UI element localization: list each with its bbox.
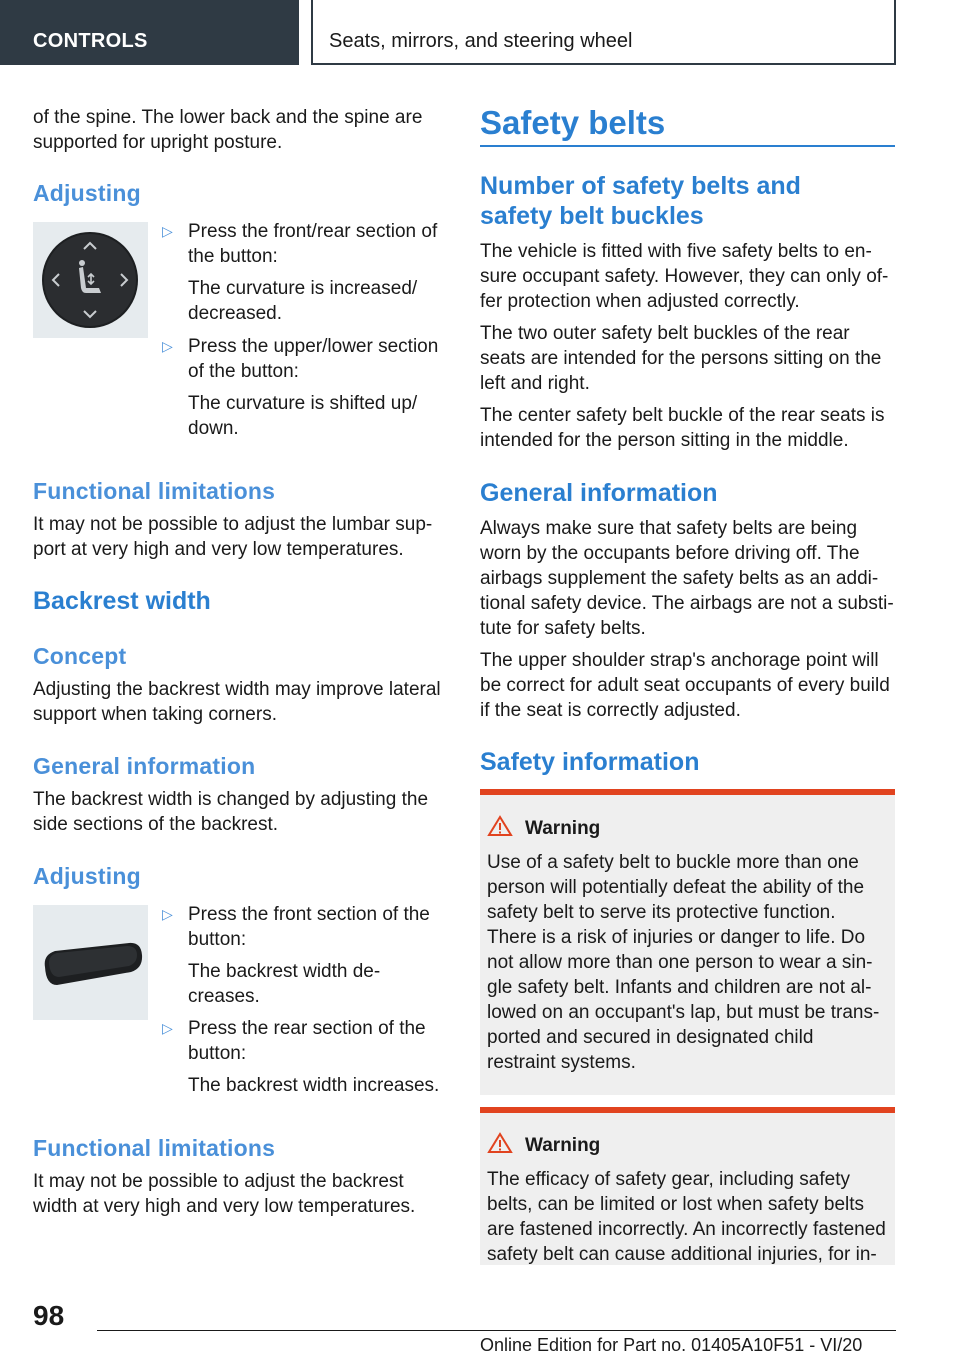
general-p1-line-5: tute for safety belts. xyxy=(480,618,646,639)
number-p1-line-1: The vehicle is fitted with five safety belts to en‐ xyxy=(480,241,872,262)
number-p2-line-1: The two outer safety belt buckles of the rear xyxy=(480,323,850,344)
backrest-concept-heading: Concept xyxy=(33,643,127,669)
bullet-icon: ▷ xyxy=(162,1020,173,1036)
header-section-label: CONTROLS xyxy=(33,30,148,52)
number-p3-line-1: The center safety belt buckle of the rear seats is xyxy=(480,405,885,426)
backrest-item-2-line-2: button: xyxy=(188,1043,247,1064)
footer-rule xyxy=(97,1330,896,1331)
lumbar-item-2-line-2: of the button: xyxy=(188,361,299,382)
lumbar-adjusting-heading: Adjusting xyxy=(33,180,141,206)
warning-2-line-3: are fastened incorrectly. An incorrectly fastened xyxy=(487,1219,886,1240)
bullet-icon: ▷ xyxy=(162,338,173,354)
backrest-heading: Backrest width xyxy=(33,587,211,615)
header-section-tab xyxy=(0,0,299,65)
warning-1-line-1: Use of a safety belt to buckle more than one xyxy=(487,852,859,873)
backrest-general-heading: General information xyxy=(33,753,256,779)
lumbar-item-2-result-1: The curvature is shifted up/ xyxy=(188,393,418,414)
bullet-icon: ▷ xyxy=(162,223,173,239)
lumbar-item-1-result-2: decreased. xyxy=(188,303,283,324)
lumbar-button-image xyxy=(33,222,148,338)
lumbar-item-2-result-2: down. xyxy=(188,418,239,439)
warning-2-line-2: belts, can be limited or lost when safety belts xyxy=(487,1194,865,1215)
safety-info-heading: Safety information xyxy=(480,748,700,776)
warning-1-line-3: safety belt to serve its protective function. xyxy=(487,902,836,923)
general-p1-line-3: airbags supplement the safety belts as an addi‐ xyxy=(480,568,879,589)
title-rule xyxy=(480,145,895,147)
backrest-concept-line-2: support when taking corners. xyxy=(33,704,277,725)
backrest-button-image xyxy=(33,905,148,1020)
number-p1-line-2: sure occupant safety. However, they can only of‐ xyxy=(480,266,889,287)
lumbar-button-icon xyxy=(33,222,148,338)
general-p2-line-1: The upper shoulder strap's anchorage point will xyxy=(480,650,879,671)
backrest-limits-heading: Functional limitations xyxy=(33,1135,276,1161)
general-p2-line-3: if the seat is correctly adjusted. xyxy=(480,700,741,721)
number-p2-line-3: left and right. xyxy=(480,373,590,394)
backrest-item-1-result-1: The backrest width de‐ xyxy=(188,961,381,982)
warning-2-title: Warning xyxy=(525,1135,601,1156)
number-p2-line-2: seats are intended for the persons sitting on the xyxy=(480,348,882,369)
warning-1-line-9: restraint systems. xyxy=(487,1052,636,1073)
header-chapter-tab xyxy=(311,0,896,65)
lumbar-item-1-line-2: the button: xyxy=(188,246,278,267)
warning-triangle-icon xyxy=(487,1132,513,1154)
general-p2-line-2: be correct for adult seat occupants of every build xyxy=(480,675,890,696)
warning-1-line-2: person will potentially defeat the ability of the xyxy=(487,877,865,898)
backrest-item-2-line-1: Press the rear section of the xyxy=(188,1018,426,1039)
lumbar-item-1-result-1: The curvature is increased/ xyxy=(188,278,418,299)
backrest-item-1-result-2: creases. xyxy=(188,986,260,1007)
warning-1-line-6: gle safety belt. Infants and children are not al‐ xyxy=(487,977,872,998)
lumbar-item-1-line-1: Press the front/rear section of xyxy=(188,221,438,242)
lumbar-limits-line-2: port at very high and very low temperatures. xyxy=(33,539,404,560)
warning-1-line-7: lowed on an occupant's lap, but must be trans‐ xyxy=(487,1002,880,1023)
safety-belts-title: Safety belts xyxy=(480,104,666,141)
backrest-item-2-result-1: The backrest width increases. xyxy=(188,1075,440,1096)
warning-triangle-icon xyxy=(487,815,513,837)
number-p1-line-3: fer protection when adjusted correctly. xyxy=(480,291,800,312)
number-heading-line-2: safety belt buckles xyxy=(480,202,704,230)
bullet-icon: ▷ xyxy=(162,906,173,922)
header-chapter-label: Seats, mirrors, and steering wheel xyxy=(329,30,633,52)
warning-2-line-4: safety belt can cause additional injuries, for in‐ xyxy=(487,1244,877,1265)
lumbar-item-2-line-1: Press the upper/lower section xyxy=(188,336,439,357)
general-info-heading: General information xyxy=(480,479,718,507)
intro-line-2: supported for upright posture. xyxy=(33,132,283,153)
backrest-general-line-1: The backrest width is changed by adjusting the xyxy=(33,789,429,810)
footer-edition: Online Edition for Part no. 01405A10F51 - VI/20 xyxy=(480,1335,863,1355)
warning-1-line-5: not allow more than one person to wear a sin‐ xyxy=(487,952,873,973)
number-heading-line-1: Number of safety belts and xyxy=(480,172,801,200)
general-p1-line-1: Always make sure that safety belts are being xyxy=(480,518,858,539)
backrest-button-icon xyxy=(33,905,148,1020)
general-p1-line-4: tional safety device. The airbags are not a substi‐ xyxy=(480,593,894,614)
warning-1-title: Warning xyxy=(525,818,601,839)
page-number: 98 xyxy=(33,1300,65,1331)
number-p3-line-2: intended for the person sitting in the middle. xyxy=(480,430,849,451)
general-p1-line-2: worn by the occupants before driving off. The xyxy=(480,543,860,564)
backrest-item-1-line-2: button: xyxy=(188,929,247,950)
warning-2-line-1: The efficacy of safety gear, including safety xyxy=(487,1169,850,1190)
backrest-adjusting-heading: Adjusting xyxy=(33,863,141,889)
warning-1-line-4: There is a risk of injuries or danger to life. Do xyxy=(487,927,866,948)
intro-line-1: of the spine. The lower back and the spine are xyxy=(33,107,423,128)
backrest-concept-line-1: Adjusting the backrest width may improve lateral xyxy=(33,679,441,700)
warning-1-line-8: ported and secured in designated child xyxy=(487,1027,814,1048)
lumbar-limits-heading: Functional limitations xyxy=(33,478,276,504)
lumbar-limits-line-1: It may not be possible to adjust the lumbar sup‐ xyxy=(33,514,433,535)
backrest-item-1-line-1: Press the front section of the xyxy=(188,904,430,925)
backrest-general-line-2: side sections of the backrest. xyxy=(33,814,279,835)
backrest-limits-line-1: It may not be possible to adjust the backrest xyxy=(33,1171,404,1192)
backrest-limits-line-2: width at very high and very low temperatures. xyxy=(33,1196,416,1217)
